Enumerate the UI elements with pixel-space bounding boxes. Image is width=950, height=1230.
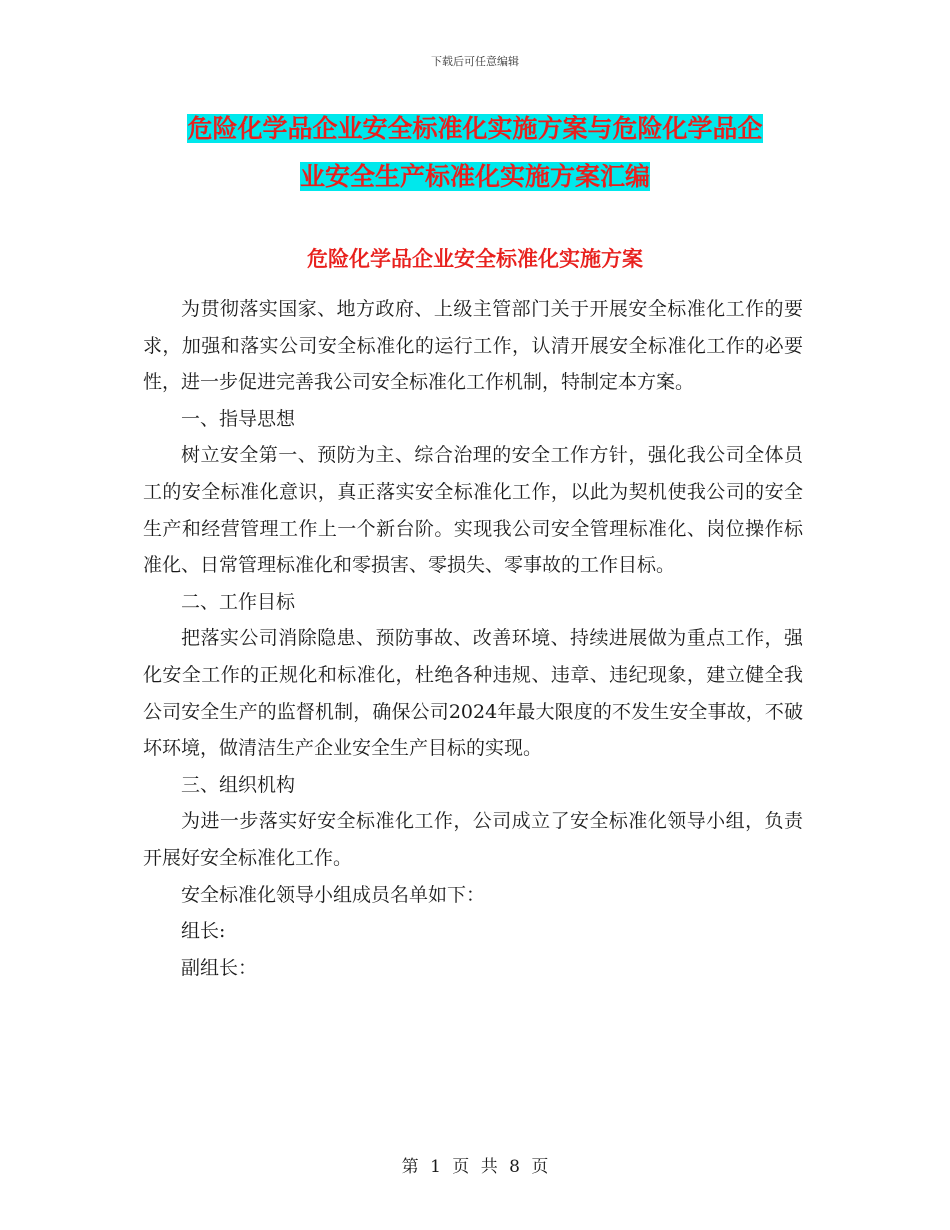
section-title: 危险化学品企业安全标准化实施方案 bbox=[307, 247, 643, 271]
paragraph-deputy-leader: 副组长： bbox=[181, 956, 258, 979]
paragraph-member-list: 安全标准化领导小组成员名单如下： bbox=[181, 883, 486, 906]
paragraph-intro: 为贯彻落实国家、地方政府、上级主管部门关于开展安全标准化工作的要求，加强和落实公司安全标准化的运行工作，认清开展安全标准化工作的必要性，进一步促进完善我公司安全标准化工作机制，特制定本方案。 bbox=[143, 298, 803, 394]
paragraph-leader: 组长: bbox=[181, 920, 226, 943]
document-title-line-1 bbox=[0, 112, 950, 146]
heading-work-goals: 二、工作目标 bbox=[181, 590, 296, 613]
document-title-text-1: 危险化学品企业安全标准化实施方案与危险化学品企 bbox=[187, 114, 763, 143]
document-title-text-2: 业安全生产标准化实施方案汇编 bbox=[299, 162, 650, 191]
heading-organization: 三、组织机构 bbox=[181, 773, 296, 796]
page-footer: 第 1 页 共 8 页 bbox=[401, 1157, 549, 1177]
document-title-line-2 bbox=[0, 160, 950, 194]
paragraph-work-goals: 把落实公司消除隐患、预防事故、改善环境、持续进展做为重点工作，强化安全工作的正规化和标准化，杜绝各种违规、违章、违纪现象，建立健全我公司安全生产的监督机制，确保公司2024年最大限度的不发生安全事故，不破坏环境，做清洁生产企业安全生产目标的实现。 bbox=[143, 627, 803, 760]
paragraph-organization: 为进一步落实好安全标准化工作，公司成立了安全标准化领导小组，负责开展好安全标准化工作。 bbox=[143, 810, 803, 869]
paragraph-guiding-ideology: 树立安全第一、预防为主、综合治理的安全工作方针，强化我公司全体员工的安全标准化意识，真正落实安全标准化工作，以此为契机使我公司的安全生产和经营管理工作上一个新台阶。实现我公司安全管理标准化、岗位操作标准化、日常管理标准化和零损害、零损失、零事故的工作目标。 bbox=[143, 444, 803, 577]
header-note: 下载后可任意编辑 bbox=[431, 55, 519, 68]
document-body bbox=[143, 291, 803, 986]
heading-guiding-ideology: 一、指导思想 bbox=[181, 407, 296, 430]
